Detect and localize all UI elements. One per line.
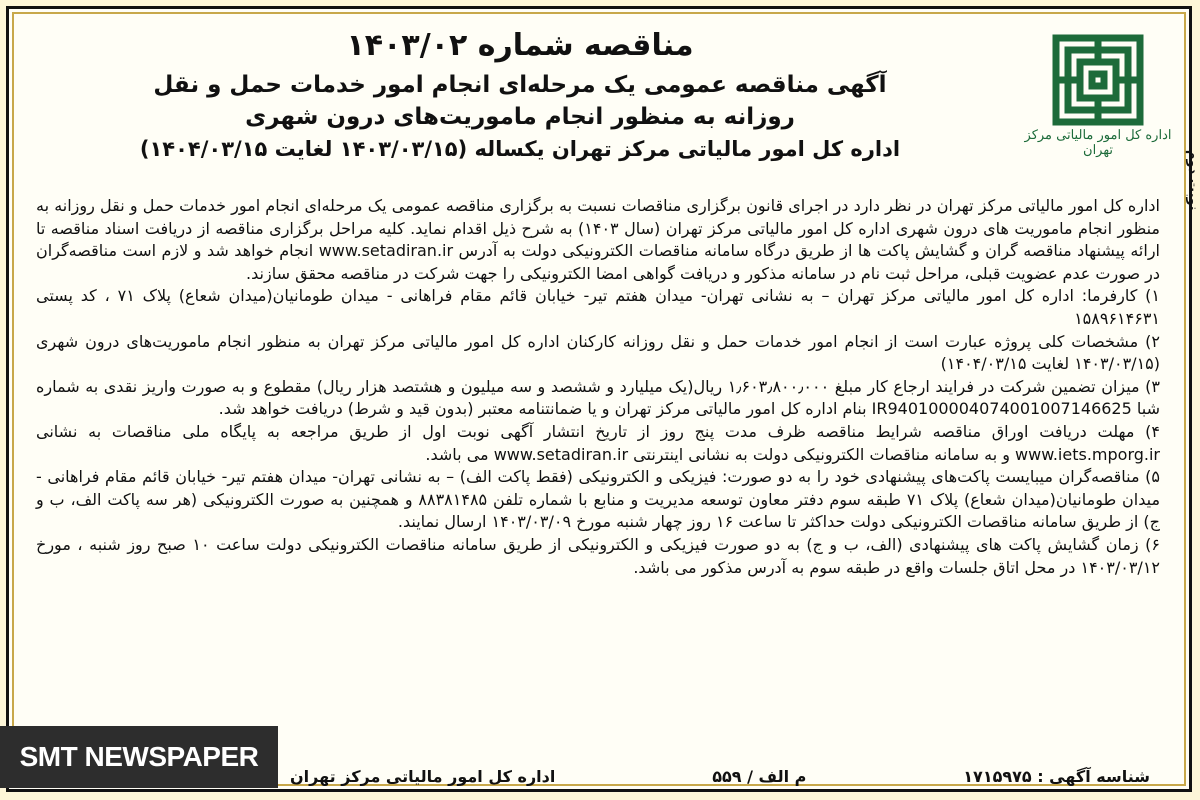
- notice-header: [40, 28, 1000, 161]
- clause-5: ۵) مناقصه‌گران میبایست پاکت‌های پیشنهادی خود را به دو صورت: فیزیکی و الکترونیکی (فقط پاکت الف) – به نشانی تهران- میدان هفتم تیر- خیابان قائم مقام فراهانی - میدان طومانیان(میدان شعاع) پلاک ۷۱ طبقه سوم دفتر معاون توسعه مدیریت و منابع با شماره تلفن ۸۸۳۸۱۴۸۵ و همچنین به صورت الکترونیکی (هر سه پاکت الف، ب و ج) از طریق سامانه مناقصات الکترونیکی دولت حداکثر تا ساعت ۱۶ روز چهار شنبه مورخ ۱۴۰۳/۰۳/۰۹ ارسال نمایند.: [36, 467, 1161, 532]
- notice-subtitle: اداره کل امور مالیاتی مرکز تهران یکساله (۱۴۰۳/۰۳/۱۵ لغایت ۱۴۰۴/۰۳/۱۵): [139, 137, 901, 161]
- issuer: اداره کل امور مالیاتی مرکز تهران: [290, 767, 556, 786]
- clause-2: ۲) مشخصات کلی پروژه عبارت است از انجام امور خدمات حمل و نقل روزانه کارکنان اداره کل امور مالیاتی مرکز تهران به منظور انجام ماموریت‌های درون شهری (۱۴۰۳/۰۳/۱۵ لغایت ۱۴۰۴/۰۳/۱۵): [36, 331, 1160, 374]
- clause-4: ۴) مهلت دریافت اوراق مناقصه شرایط مناقصه ظرف مدت پنج روز از تاریخ انتشار آگهی نوبت اول از طریق مراجعه به پایگاه ملی مناقصات به نشانی www.iets.mporg.ir و به سامانه مناقصات الکترونیکی دولت به نشانی اینترنتی www.setadiran.ir می باشد.: [36, 421, 1160, 464]
- edition-label: نوبت دوم: [1185, 149, 1200, 210]
- notice-body: [36, 195, 1160, 579]
- intro-paragraph: اداره کل امور مالیاتی مرکز تهران در نظر دارد در اجرای قانون برگزاری مناقصات نسبت به برگزاری مناقصه عمومی یک مرحله‌ای انجام امور خدمات حمل و نقل روزانه به منظور انجام ماموریت های درون شهری اداره کل امور مالیاتی مرکز تهران (سال ۱۴۰۳) به شرح ذیل اقدام نماید. کلیه مراحل برگزاری مناقصه از دریافت اسناد مناقصه تا ارائه پیشنهاد مناقصه گران و گشایش پاکت ها از طریق درگاه سامانه مناقصات الکترونیکی دولت به آدرس www.setadiran.ir انجام خواهد شد و لازم است مناقصه‌گران در صورت عدم عضویت قبلی، مراحل ثبت نام در سامانه مذکور و دریافت گواهی امضا الکترونیکی را جهت شرکت در مناقصه محقق سازند.: [36, 196, 1161, 283]
- logo-caption: اداره کل امور مالیاتی مرکز تهران: [1024, 128, 1172, 158]
- notice-footer: [290, 767, 1150, 786]
- clause-1: ۱) کارفرما: اداره کل امور مالیاتی مرکز تهران – به نشانی تهران- میدان هفتم تیر- خیابان قائم مقام فراهانی - میدان طومانیان(میدان شعاع) پلاک ۷۱ ، کد پستی ۱۵۸۹۶۱۴۶۳۱: [36, 286, 1160, 328]
- newspaper-watermark: SMT NEWSPAPER: [0, 726, 278, 788]
- ad-code: م الف / ۵۵۹: [712, 767, 807, 786]
- notice-title-line1: آگهی مناقصه عمومی یک مرحله‌ای انجام امور خدمات حمل و نقل: [153, 72, 887, 98]
- tender-number: مناقصه شماره ۱۴۰۳/۰۲: [346, 28, 694, 63]
- notice-title-line2: روزانه به منظور انجام ماموریت‌های درون شهری: [245, 104, 795, 130]
- clause-3: ۳) میزان تضمین شرکت در فرایند ارجاع کار مبلغ ۱٫۶۰۳٫۸۰۰٫۰۰۰ ریال(یک میلیارد و ششصد و سه میلیون و هشتصد هزار ریال) مقطوع و به صورت واریز نقدی به شماره شبا IR940100004074001007146625 بنام اداره کل امور مالیاتی مرکز تهران و یا ضمانتنامه معتبر (بدون قید و شرط) دریافت خواهد شد.: [36, 376, 1161, 419]
- clause-6: ۶) زمان گشایش پاکت های پیشنهادی (الف، ب و ج) به دو صورت فیزیکی و الکترونیکی از طریق سامانه مناقصات الکترونیکی دولت ساعت ۱۰ صبح روز شنبه ، مورخ ۱۴۰۳/۰۳/۱۲ در محل اتاق جلسات واقع در طبقه سوم به آدرس مذکور می باشد.: [36, 534, 1161, 577]
- ad-id: شناسه آگهی : ۱۷۱۵۹۷۵: [963, 767, 1150, 786]
